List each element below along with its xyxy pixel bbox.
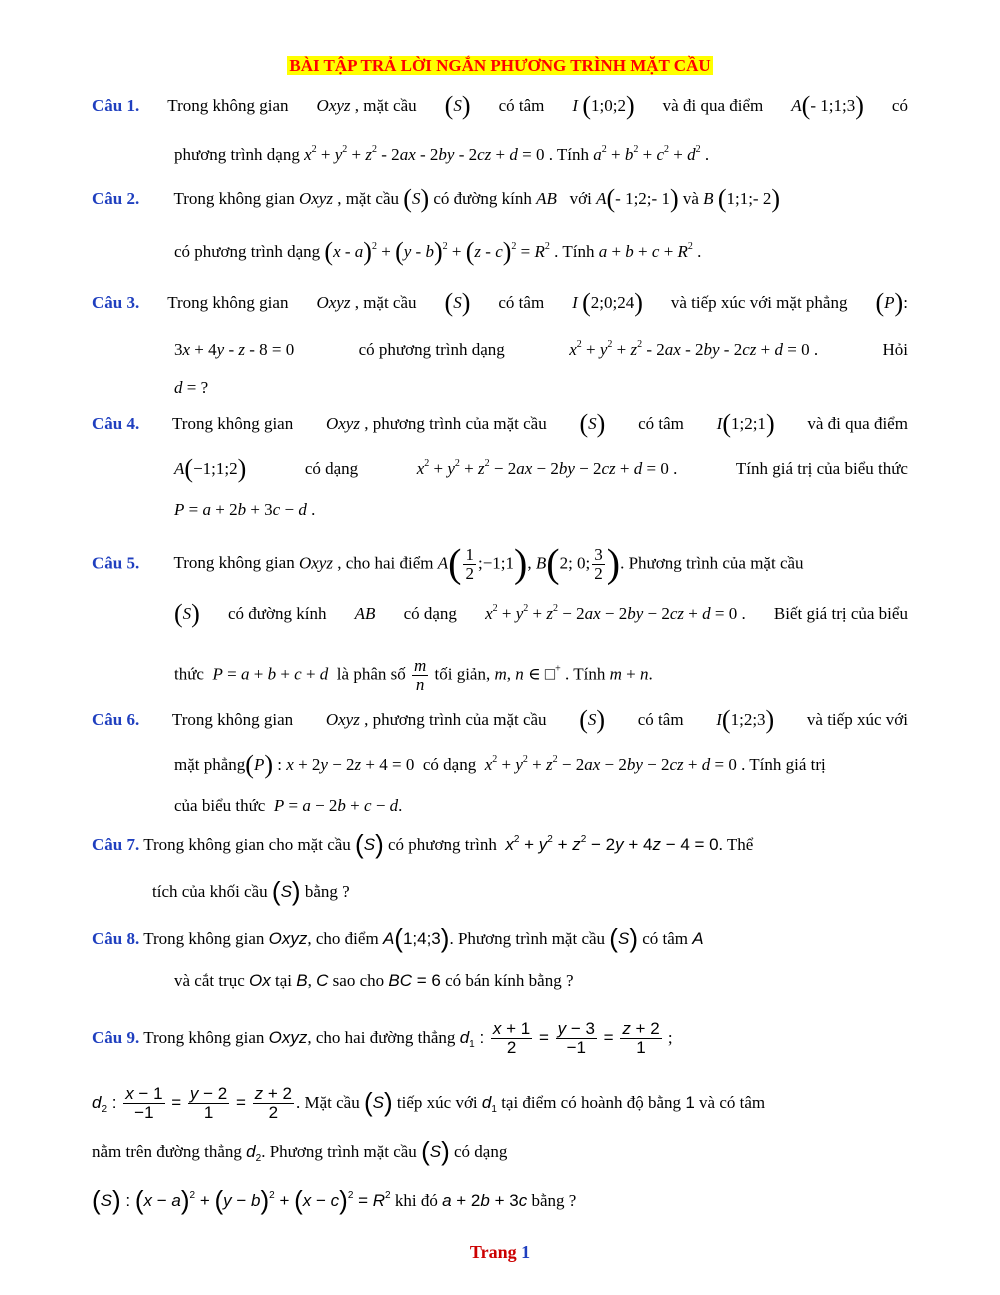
question-5-line-3: thức P = a + b + c + d là phân số $\frac{m}{n}$ tối giản, m, n ∈ □+ . Tính m + n. — [174, 656, 653, 694]
question-8-line-1: Câu 8. Trong không gian Oxyz, cho điểm A(1;4;3). Phương trình mặt cầu (S) có tâm A — [92, 923, 704, 953]
question-3-line-1: Câu 3. Trong không gian Oxyz , mặt cầu (S) có tâm I (2;0;24) và tiếp xúc với mặt phẳng (P): — [92, 288, 908, 317]
question-4-line-2: A(−1;1;2) có dạng $x^2 + y^2 + z^2 - 2ax - 2by - 2cz + d = 0$ . Tính giá trị của biểu thức — [174, 454, 908, 483]
question-6-line-2: mặt phẳng(P) : x + 2y − 2z + 4 = 0 có dạng $x^2 + y^2 + z^2 - 2ax - 2by - 2cz + d = 0$ . Tính giá trị — [174, 750, 826, 779]
question-8-line-2: và cắt trục Ox tại B, C sao cho BC = 6 có bán kính bằng ? — [174, 971, 574, 990]
question-7-label: Câu 7. — [92, 835, 140, 854]
page-footer: Trang 1 — [469, 1242, 531, 1262]
question-6-line-3: của biểu thức P = a − 2b + c − d. — [174, 796, 403, 815]
question-9-line-3: nằm trên đường thẳng $d_2$. Phương trình mặt cầu (S) có dạng — [92, 1136, 508, 1166]
question-3-line-2: 3x + 4y - z - 8 = 0 có phương trình dạng $x^2 + y^2 + z^2 - 2ax - 2by - 2cz + d = 0$ . Hỏi — [174, 339, 908, 359]
question-9-line-4: (S) : $(x - a)^2 + (y - b)^2 + (x - c)^2 = R^2$ khi đó a + 2b + 3c bằng ? — [92, 1185, 577, 1215]
question-5-line-1: Câu 5. Trong không gian Oxyz , cho hai điểm A( $\frac{1}{2}$ ;−1;1), B(2; 0; $\frac{3}{2}$ ). Phương trình của mặt cầu — [92, 540, 804, 586]
question-1-label: Câu 1. — [92, 96, 140, 115]
question-7-line-2: tích của khối cầu (S) bằng ? — [152, 876, 350, 906]
question-9-label: Câu 9. — [92, 1027, 140, 1047]
question-6-label: Câu 6. — [92, 710, 140, 729]
question-8-label: Câu 8. — [92, 929, 140, 948]
page-number: 1 — [521, 1242, 531, 1262]
question-9-line-2: $d_2$ : $\frac{x - 1}{-1}$ = $\frac{y - 2}{1}$ = $\frac{z + 2}{2}$ . Mặt cầu (S) tiếp xúc với $d_1$ tại điểm có hoành độ bằng 1 và có tâm — [92, 1084, 766, 1122]
question-3-line-3: d = ? — [174, 378, 209, 397]
question-2-line-1: Câu 2. Trong không gian Oxyz , mặt cầu (S) có đường kính AB với A(- 1;2;- 1) và B (1;1;- 2) — [92, 184, 781, 213]
question-5-label: Câu 5. — [92, 553, 140, 573]
question-9-line-1: Câu 9. Trong không gian Oxyz, cho hai đường thẳng $d_1$ : $\frac{x + 1}{2}$ = $\frac{y - 3}{-1}$ = $\frac{z + 2}{1}$ ; — [92, 1019, 673, 1057]
question-1-line-1: Câu 1. Trong không gian Oxyz , mặt cầu (S) có tâm I (1;0;2) và đi qua điểm A(- 1;1;3) có — [92, 91, 908, 120]
question-1-line-2: phương trình dạng $x^2 + y^2 + z^2 - 2ax - 2by - 2cz + d = 0$ . Tính $a^2 + b^2 + c^2 + d^2$ . — [174, 144, 710, 164]
question-5-line-2: (S) có đường kính AB có dạng $x^2 + y^2 + z^2 - 2ax - 2by - 2cz + d = 0$ . Biết giá trị của biểu — [174, 599, 908, 628]
page-title: BÀI TẬP TRẢ LỜI NGẮN PHƯƠNG TRÌNH MẶT CẦU — [289, 56, 711, 75]
question-2-line-2: có phương trình dạng $(x - a)^2 + (y - b)^2 + (z - c)^2 = R^2$ . Tính $a + b + c + R^2$ . — [174, 237, 702, 266]
question-4-label: Câu 4. — [92, 414, 140, 433]
question-4-line-1: Câu 4. Trong không gian Oxyz , phương trình của mặt cầu (S) có tâm I(1;2;1) và đi qua điểm — [92, 409, 908, 438]
question-2-label: Câu 2. — [92, 189, 140, 208]
question-6-line-1: Câu 6. Trong không gian Oxyz , phương trình của mặt cầu (S) có tâm I(1;2;3) và tiếp xúc với — [92, 705, 908, 734]
question-4-line-3: P = a + 2b + 3c − d . — [174, 500, 316, 519]
question-3-label: Câu 3. — [92, 293, 140, 312]
question-7-line-1: Câu 7. Trong không gian cho mặt cầu (S) có phương trình $x^2 + y^2 + z^2 - 2y + 4z - 4 = 0$. Thể — [92, 829, 754, 859]
